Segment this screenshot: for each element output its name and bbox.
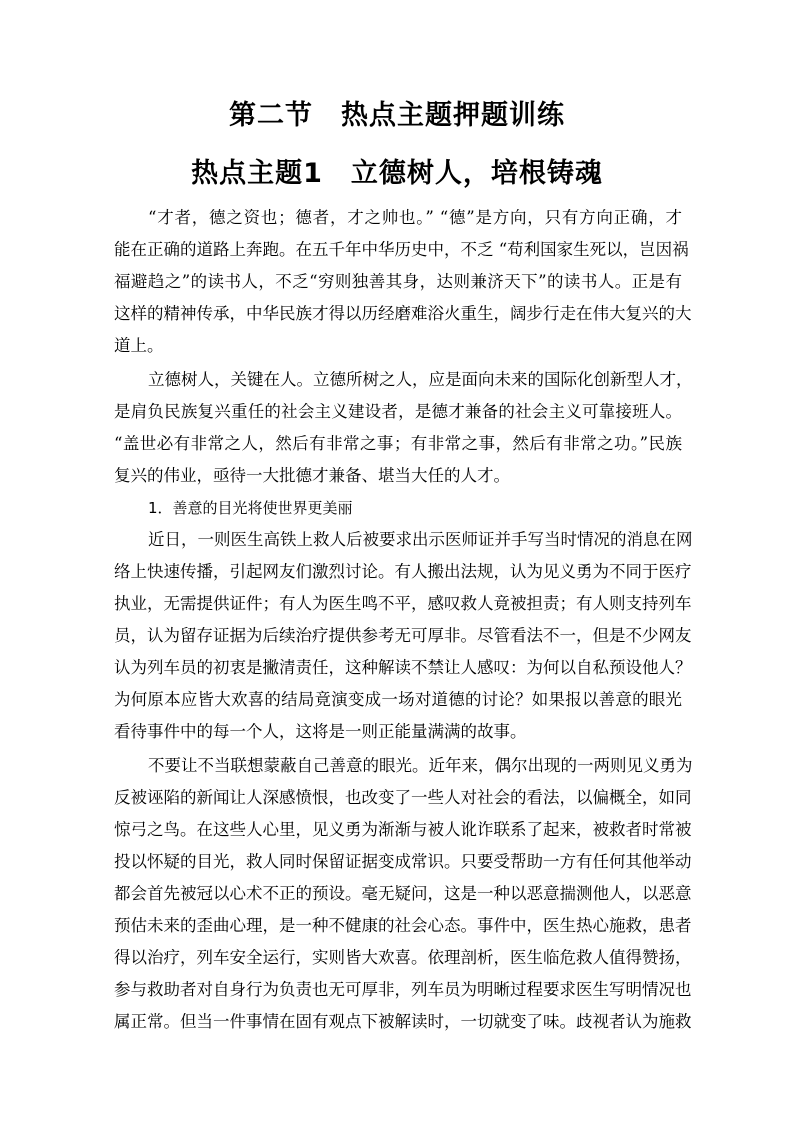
text-line: 执业，无需提供证件；有人为医生鸣不平，感叹救人竟被担责；有人则支持列车 [114, 594, 692, 613]
paragraph-4 [114, 750, 693, 1038]
text-line: 看待事件中的每一个人，这将是一则正能量满满的故事。 [114, 722, 527, 741]
text-line: 这样的精神传承，中华民族才得以历经磨难浴火重生，阔步行走在伟大复兴的大 [114, 304, 692, 323]
text-line: 参与救助者对自身行为负责也无可厚非，列车员为明晰过程要求医生写明情况也 [114, 980, 692, 999]
text-line: 预估未来的歪曲心理，是一种不健康的社会心态。事件中，医生热心施救，患者 [114, 916, 692, 935]
text-line: 为何原本应皆大欢喜的结局竟演变成一场对道德的讨论？如果报以善意的眼光 [114, 690, 682, 709]
text-line: 近日，一则医生高铁上救人后被要求出示医师证并手写当时情况的消息在网 [148, 530, 693, 549]
text-line: 络上快速传播，引起网友们激烈讨论。有人搬出法规，认为见义勇为不同于医疗 [114, 562, 692, 581]
text-line: 复兴的伟业，亟待一大批德才兼备、堪当大任的人才。 [114, 466, 510, 485]
paragraph-1 [114, 202, 692, 362]
subheading: 1．善意的目光将使世界更美丽 [148, 499, 353, 517]
text-line: 惊弓之鸟。在这些人心里，见义勇为渐渐与被人讹诈联系了起来，被救者时常被 [114, 820, 692, 839]
text-line: 福避趋之”的读书人，不乏“穷则独善其身，达则兼济天下”的读书人。正是有 [114, 272, 682, 291]
text-line: “才者，德之资也；德者，才之帅也。” “德”是方向，只有方向正确，才 [148, 208, 682, 227]
text-line: 能在正确的道路上奔跑。在五千年中华历史中，不乏 “苟利国家生死以，岂因祸 [114, 240, 689, 259]
text-line: 员，认为留存证据为后续治疗提供参考无可厚非。尽管看法不一，但是不少网友 [114, 626, 692, 645]
text-line: 投以怀疑的目光，救人同时保留证据变成常识。只要受帮助一方有任何其他举动 [114, 852, 692, 871]
text-line: 反被诬陷的新闻让人深感愤恨，也改变了一些人对社会的看法，以偏概全，如同 [114, 788, 692, 807]
paragraph-3 [114, 524, 693, 748]
text-line: 得以治疗，列车安全运行，实则皆大欢喜。依理剖析，医生临危救人值得赞扬， [114, 948, 692, 967]
text-line: 不要让不当联想蒙蔽自己善意的眼光。近年来，偶尔出现的一两则见义勇为 [148, 756, 693, 775]
section-title: 第二节 热点主题押题训练 [229, 100, 565, 131]
topic-title: 热点主题1 立德树人，培根铸魂 [191, 158, 603, 189]
text-line: 道上。 [114, 336, 164, 355]
text-line: 认为列车员的初衷是撇清责任，这种解读不禁让人感叹：为何以自私预设他人？ [114, 658, 692, 677]
text-line: “盖世必有非常之人，然后有非常之事；有非常之事，然后有非常之功。”民族 [114, 434, 682, 453]
text-line: 是肩负民族复兴重任的社会主义建设者，是德才兼备的社会主义可靠接班人。 [114, 402, 682, 421]
text-line: 都会首先被冠以心术不正的预设。毫无疑问，这是一种以恶意揣测他人，以恶意 [114, 884, 692, 903]
text-line: 属正常。但当一件事情在固有观点下被解读时，一切就变了味。歧视者认为施救 [114, 1012, 692, 1031]
document-body [114, 202, 693, 1038]
text-line: 立德树人，关键在人。立德所树之人，应是面向未来的国际化创新型人才， [148, 370, 693, 389]
paragraph-2 [114, 364, 693, 492]
